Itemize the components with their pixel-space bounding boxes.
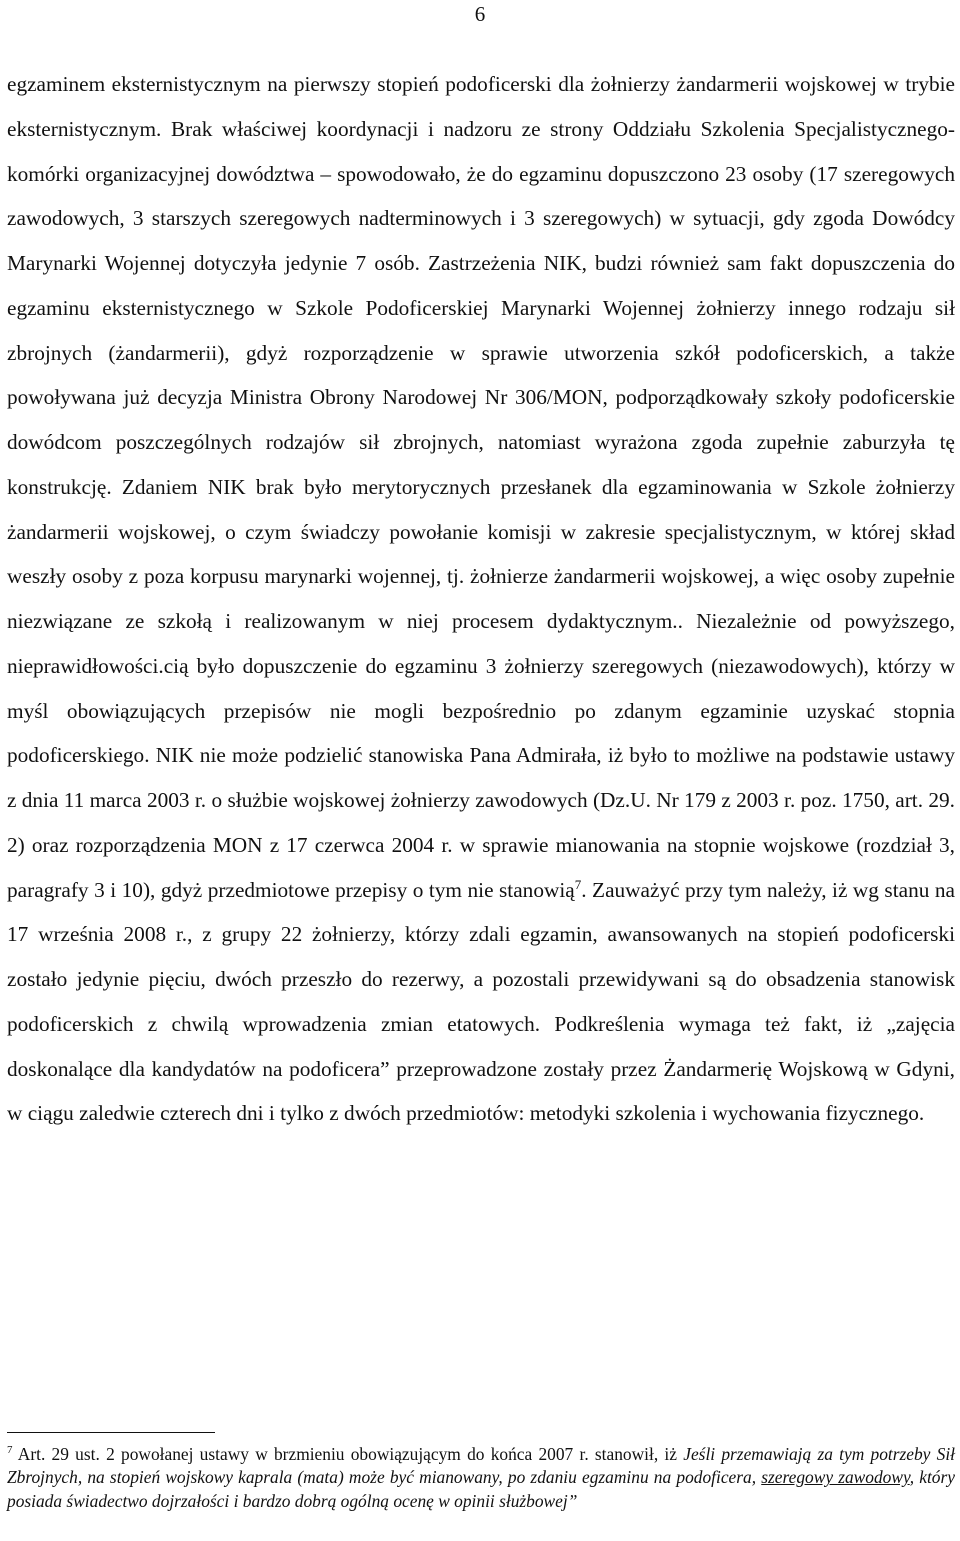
footnote-quote-part-1: Jeśli przemawiają za tym potrzeby Sił Zbrojnych, na stopień wojskowy kaprala (mata) może być mianowany, po zdaniu egzaminu na podoficera, bbox=[7, 1444, 955, 1488]
footnote bbox=[7, 1443, 955, 1513]
footnote-text: Art. 29 ust. 2 powołanej ustawy w brzmieniu obowiązującym do końca 2007 r. stanowił, iż bbox=[12, 1444, 684, 1464]
footnote-number: 7 bbox=[7, 1444, 13, 1457]
footnote-separator bbox=[7, 1432, 215, 1433]
footnote-quote-part-2: , który posiada świadectwo dojrzałości i bardzo dobrą ogólną ocenę w opinii służbowej” bbox=[7, 1467, 955, 1511]
footnote-reference[interactable]: 7 bbox=[574, 876, 582, 892]
body-paragraph bbox=[7, 62, 955, 1136]
page-number: 6 bbox=[474, 2, 486, 26]
body-text-part-1: egzaminem eksternistycznym na pierwszy stopień podoficerski dla żołnierzy żandarmerii wojskowej w trybie eksternistycznym. Brak właściwej koordynacji i nadzoru ze strony Oddziału Szkolenia Specjalistycznego- komórki organizacyjnej dowództwa – spowodowało, że do egzaminu dopuszczono 23 osoby (17 szeregowych zawodowych, 3 starszych szeregowych nadterminowych i 3 szeregowych) w sytuacji, gdy zgoda Dowódcy Marynarki Wojennej dotyczyła jedynie 7 osób. Zastrzeżenia NIK, budzi również sam fakt dopuszczenia do egzaminu eksternistycznego w Szkole Podoficerskiej Marynarki Wojennej żołnierzy innego rodzaju sił zbrojnych (żandarmerii), gdyż rozporządzenie w sprawie utworzenia szkół podoficerskich, a także powoływana już decyzja Ministra Obrony Narodowej Nr 306/MON, podporządkowały szkoły podoficerskie dowódcom poszczególnych rodzajów sił zbrojnych, natomiast wyrażona zgoda zupełnie zaburzyła tę konstrukcję. Zdaniem NIK brak było merytorycznych przesłanek dla egzaminowania w Szkole żołnierzy żandarmerii wojskowej, o czym świadczy powołanie komisji w zakresie specjalistycznym, w której skład weszły osoby z poza korpusu marynarki wojennej, tj. żołnierze żandarmerii wojskowej, a więc osoby zupełnie niezwiązane ze szkołą i realizowanym w niej procesem dydaktycznym.. Niezależnie od powyższego, nieprawidłowości.cią było dopuszczenie do egzaminu 3 żołnierzy szeregowych (niezawodowych), którzy w myśl obowiązujących przepisów nie mogli bezpośrednio po zdanym egzaminie uzyskać stopnia podoficerskiego. NIK nie może podzielić stanowiska Pana Admirała, iż było to możliwe na podstawie ustawy z dnia 11 marca 2003 r. o służbie wojskowej żołnierzy zawodowych (Dz.U. Nr 179 z 2003 r. poz. 1750, art. 29. 2) oraz rozporządzenia MON z 17 czerwca 2004 r. w sprawie mianowania na stopnie wojskowe (rozdział 3, paragrafy 3 i 10), gdyż przedmiotowe przepisy o tym nie stanowią bbox=[7, 72, 955, 902]
body-text-part-2: . Zauważyć przy tym należy, iż wg stanu na 17 września 2008 r., z grupy 22 żołnierzy, którzy zdali egzamin, awansowanych na stopień podoficerski zostało jedynie pięciu, dwóch przeszło do rezerwy, a pozostali przewidywani są do obsadzenia stanowisk podoficerskich z chwilą wprowadzenia zmian etatowych. Podkreślenia wymaga też fakt, iż „zajęcia doskonalące dla kandydatów na podoficera” przeprowadzone zostały przez Żandarmerię Wojskową w Gdyni, w ciągu zaledwie czterech dni i tylko z dwóch przedmiotów: metodyki szkolenia i wychowania fizycznego. bbox=[7, 877, 955, 1126]
footnote-quote-underlined: szeregowy zawodowy bbox=[761, 1467, 910, 1488]
